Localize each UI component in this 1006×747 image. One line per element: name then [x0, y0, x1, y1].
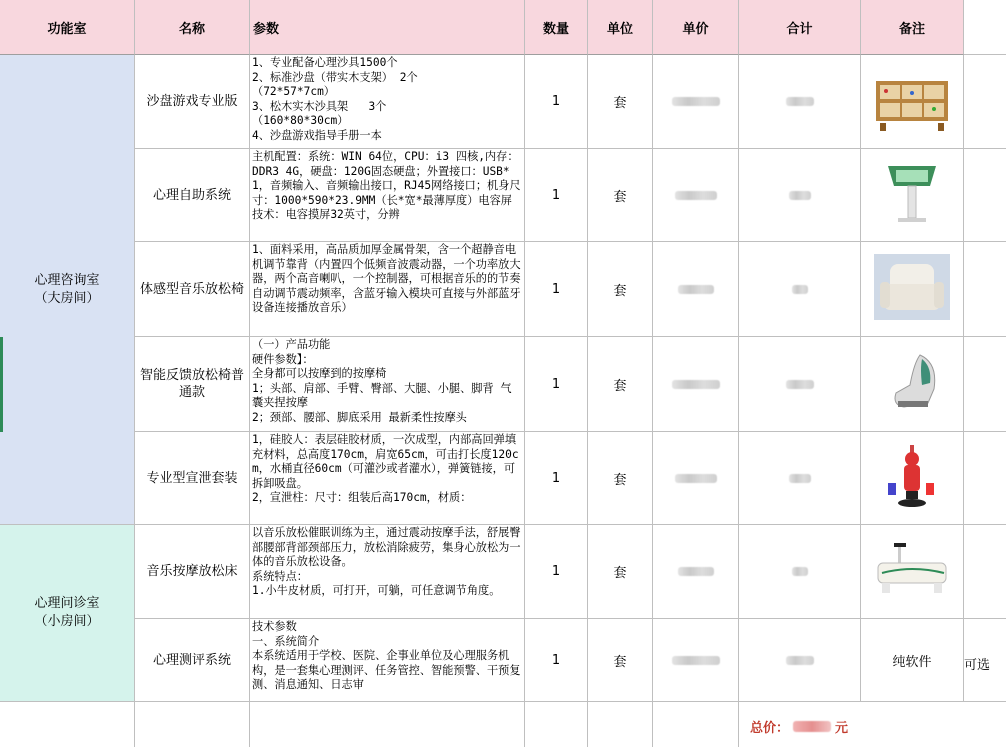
- item-name[interactable]: 音乐按摩放松床: [135, 525, 250, 619]
- item-qty[interactable]: 1: [525, 242, 588, 337]
- header-total[interactable]: 合计: [739, 0, 861, 55]
- shelf-image: [874, 67, 950, 137]
- item-unit[interactable]: 套: [588, 149, 653, 242]
- total-price: [750, 717, 848, 736]
- item-note[interactable]: [861, 242, 964, 337]
- item-total[interactable]: [739, 337, 861, 432]
- redacted-value: [792, 285, 808, 294]
- item-qty[interactable]: 1: [525, 337, 588, 432]
- bed-image: [874, 537, 950, 607]
- item-unit[interactable]: 套: [588, 525, 653, 619]
- item-params[interactable]: （一）产品功能 硬件参数】： 全身都可以按摩到的按摩椅 1；头部、肩部、手臂、臀部、大腿、小腿、脚背 气囊夹捏按摩 2；颈部、腰部、脚底采用 最新柔性按摩头: [250, 337, 525, 432]
- empty-cell[interactable]: [964, 55, 1006, 149]
- empty-cell[interactable]: [964, 337, 1006, 432]
- item-params[interactable]: 1、面料采用，高品质加厚金属骨架，含一个超静音电机调节靠背（内置四个低频音波震动器，一个功率放大器，两个高音喇叭，一个控制器，可根据音乐的的节奏自动调节震动频率，含蓝牙输入模块可直接与外部蓝牙设备连接播放音乐）: [250, 242, 525, 337]
- item-unit-price[interactable]: [653, 525, 739, 619]
- header-qty[interactable]: 数量: [525, 0, 588, 55]
- item-name[interactable]: 智能反馈放松椅普通款: [135, 337, 250, 432]
- item-unit[interactable]: 套: [588, 55, 653, 149]
- kiosk-image: [874, 160, 950, 230]
- redacted-value: [789, 474, 811, 483]
- redacted-value: [675, 474, 717, 483]
- redacted-value: [789, 191, 811, 200]
- punch-bag-image: [874, 443, 950, 513]
- item-params[interactable]: 1、专业配备心理沙具1500个 2、标准沙盘（带实木支架） 2个 （72*57*7cm） 3、松木实木沙具架 3个 （160*80*30cm） 4、沙盘游戏指导手册一本: [250, 55, 525, 149]
- empty-cell[interactable]: [250, 702, 525, 747]
- empty-cell[interactable]: [525, 702, 588, 747]
- item-total[interactable]: [739, 242, 861, 337]
- redacted-value: [678, 567, 714, 576]
- item-qty[interactable]: 1: [525, 432, 588, 525]
- header-unit-price[interactable]: 单价: [653, 0, 739, 55]
- empty-cell[interactable]: [135, 702, 250, 747]
- item-qty[interactable]: 1: [525, 525, 588, 619]
- empty-cell[interactable]: [588, 702, 653, 747]
- redacted-value: [672, 380, 720, 389]
- item-unit[interactable]: 套: [588, 242, 653, 337]
- item-params[interactable]: 1，硅胶人：表层硅胶材质，一次成型，内部高回弹填充材料，总高度170cm，肩宽65cm，可击打长度120cm，水桶直径60cm（可灌沙或者灌水），弹簧链接，可拆卸吸盘。 2，宣泄柱：尺寸：组装后高170cm，材质：: [250, 432, 525, 525]
- item-unit-price[interactable]: [653, 55, 739, 149]
- redacted-value: [786, 380, 814, 389]
- group-diagnosis-room[interactable]: 心理问诊室 （小房间）: [0, 525, 135, 702]
- item-total[interactable]: [739, 149, 861, 242]
- header-params[interactable]: 参数: [250, 0, 525, 55]
- item-note[interactable]: [861, 432, 964, 525]
- massage-chair-image: [874, 349, 950, 419]
- empty-cell[interactable]: [964, 149, 1006, 242]
- item-total[interactable]: [739, 525, 861, 619]
- item-params[interactable]: 主机配置：系统：WIN 64位，CPU：i3 四核,内存：DDR3 4G，硬盘：120G固态硬盘；外置接口：USB*1，音频输入、音频输出接口，RJ45网络接口；机身尺寸：1000*590*23.9MM（长*宽*最薄厚度）电容屏技术：电容摸屏32英寸，分辨: [250, 149, 525, 242]
- header-empty[interactable]: [964, 0, 1006, 55]
- redacted-value: [792, 567, 808, 576]
- item-unit-price[interactable]: [653, 149, 739, 242]
- item-qty[interactable]: 1: [525, 149, 588, 242]
- empty-cell[interactable]: [653, 702, 739, 747]
- item-total[interactable]: [739, 432, 861, 525]
- item-unit-price[interactable]: [653, 432, 739, 525]
- empty-cell[interactable]: [0, 702, 135, 747]
- item-unit-price[interactable]: [653, 619, 739, 702]
- item-note[interactable]: [861, 525, 964, 619]
- redacted-value: [786, 656, 814, 665]
- header-function-room[interactable]: 功能室: [0, 0, 135, 55]
- selection-marker: [0, 337, 3, 432]
- redacted-value: [675, 191, 717, 200]
- item-total[interactable]: [739, 619, 861, 702]
- optional-text[interactable]: 可选: [964, 658, 991, 673]
- item-qty[interactable]: 1: [525, 619, 588, 702]
- item-name[interactable]: 沙盘游戏专业版: [135, 55, 250, 149]
- item-total[interactable]: [739, 55, 861, 149]
- item-note[interactable]: [861, 337, 964, 432]
- item-note[interactable]: [861, 55, 964, 149]
- group-consult-room[interactable]: 心理咨询室 （大房间）: [0, 55, 135, 525]
- item-unit[interactable]: 套: [588, 432, 653, 525]
- empty-cell[interactable]: [964, 242, 1006, 337]
- item-unit[interactable]: 套: [588, 337, 653, 432]
- header-note[interactable]: 备注: [861, 0, 964, 55]
- redacted-value: [678, 285, 714, 294]
- item-name[interactable]: 心理自助系统: [135, 149, 250, 242]
- item-name[interactable]: 心理测评系统: [135, 619, 250, 702]
- empty-cell[interactable]: [964, 432, 1006, 525]
- item-params[interactable]: 以音乐放松催眠训练为主，通过震动按摩手法，舒展臀部腰部背部颈部压力，放松消除疲劳，集身心放松为一体的音乐放松设备。 系统特点： 1.小牛皮材质，可打开，可躺，可任意调节角度。: [250, 525, 525, 619]
- redacted-value: [672, 656, 720, 665]
- sofa-image: [874, 254, 950, 324]
- redacted-total: [793, 721, 831, 732]
- redacted-value: [786, 97, 814, 106]
- item-qty[interactable]: 1: [525, 55, 588, 149]
- item-params[interactable]: 技术参数 一、系统简介 本系统适用于学校、医院、企事业单位及心理服务机构，是一套集心理测评、任务管控、智能预警、干预复测、消息通知、日志审: [250, 619, 525, 702]
- header-name[interactable]: 名称: [135, 0, 250, 55]
- item-name[interactable]: 体感型音乐放松椅: [135, 242, 250, 337]
- item-note[interactable]: 纯软件: [861, 619, 964, 702]
- item-note[interactable]: [861, 149, 964, 242]
- item-unit[interactable]: 套: [588, 619, 653, 702]
- redacted-value: [672, 97, 720, 106]
- item-unit-price[interactable]: [653, 337, 739, 432]
- item-unit-price[interactable]: [653, 242, 739, 337]
- total-label: 总价：: [750, 721, 790, 736]
- empty-cell[interactable]: [964, 525, 1006, 619]
- total-suffix: 元: [835, 721, 849, 736]
- item-name[interactable]: 专业型宣泄套装: [135, 432, 250, 525]
- header-unit[interactable]: 单位: [588, 0, 653, 55]
